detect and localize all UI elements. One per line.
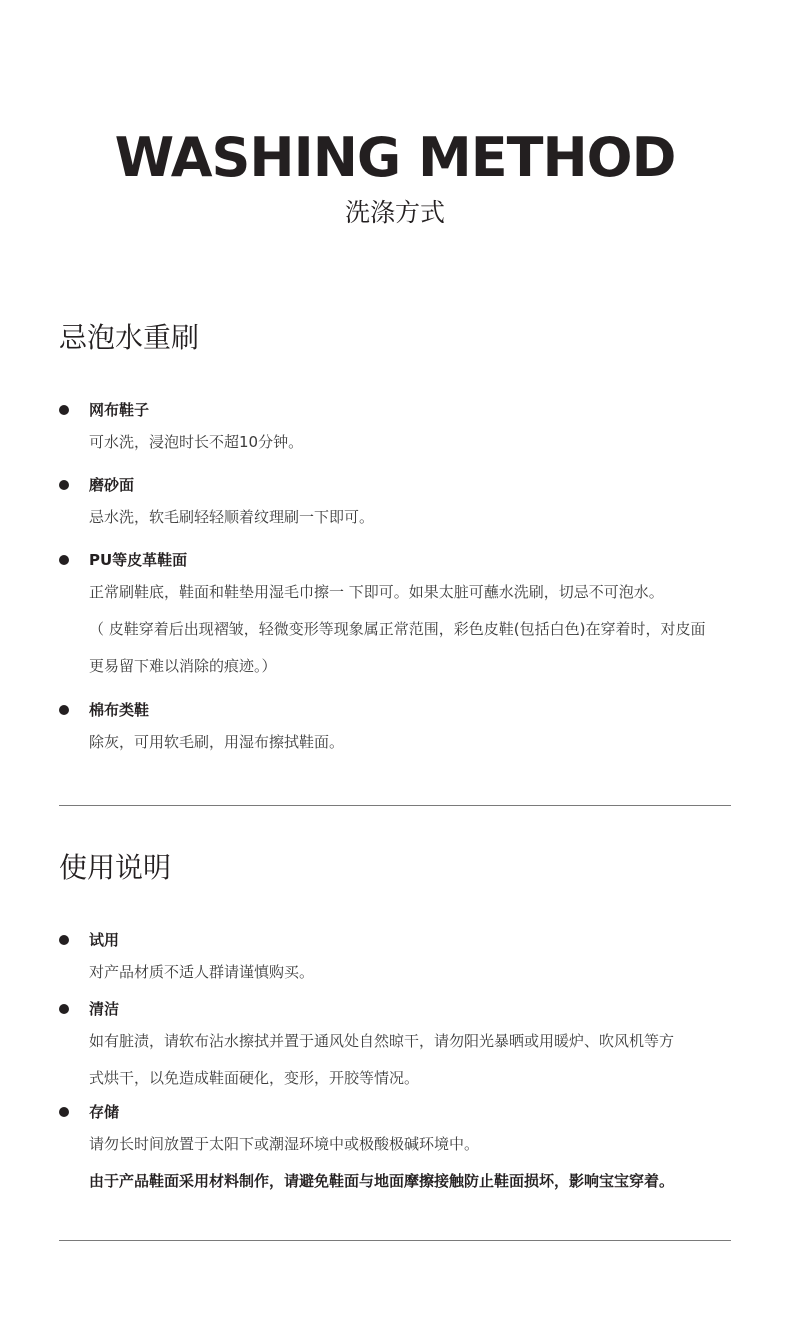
list-item-trial	[59, 928, 759, 991]
item-title: 网布鞋子	[89, 401, 150, 419]
bullet-icon	[59, 705, 69, 715]
item-title: 试用	[89, 931, 120, 949]
list-item-cleaning	[59, 997, 759, 1097]
item-title: 磨砂面	[89, 476, 135, 494]
item-text: 对产品材质不适人群请谨慎购买。	[89, 963, 315, 981]
divider	[59, 805, 731, 806]
list-item-storage	[59, 1100, 759, 1200]
page-subtitle: 洗涤方式	[344, 198, 445, 227]
bullet-icon	[59, 480, 69, 490]
page-title: WASHING METHOD	[114, 126, 676, 189]
item-title: PU等皮革鞋面	[89, 551, 188, 569]
bullet-icon	[59, 1107, 69, 1117]
item-title: 棉布类鞋	[89, 701, 150, 719]
bullet-icon	[59, 405, 69, 415]
divider	[59, 1240, 731, 1241]
item-text: 如有脏渍，请软布沾水擦拭并置于通风处自然晾干，请勿阳光暴晒或用暖炉、吹风机等方	[89, 1032, 675, 1050]
item-title: 存储	[89, 1103, 120, 1121]
item-text: （ 皮鞋穿着后出现褶皱，轻微变形等现象属正常范围，彩色皮鞋(包括白色)在穿着时，对皮面	[89, 620, 706, 638]
bullet-icon	[59, 555, 69, 565]
list-item-cotton-shoes	[59, 698, 759, 761]
list-item-suede	[59, 473, 759, 536]
section-title-instructions: 使用说明	[59, 851, 172, 884]
list-item-pu-leather	[59, 548, 759, 685]
item-text: 更易留下难以消除的痕迹。）	[89, 657, 277, 675]
item-text: 可水洗，浸泡时长不超10分钟。	[89, 433, 304, 451]
bullet-icon	[59, 935, 69, 945]
item-text: 忌水洗，软毛刷轻轻顺着纹理刷一下即可。	[89, 508, 375, 526]
item-text-emphasis: 由于产品鞋面采用材料制作，请避免鞋面与地面摩擦接触防止鞋面损坏，影响宝宝穿着。	[89, 1172, 675, 1190]
item-text: 请勿长时间放置于太阳下或潮湿环境中或极酸极碱环境中。	[89, 1135, 480, 1153]
list-item-mesh-shoes	[59, 398, 759, 461]
item-text: 正常刷鞋底，鞋面和鞋垫用湿毛巾擦一 下即可。如果太脏可蘸水洗刷，切忌不可泡水。	[89, 583, 664, 601]
item-title: 清洁	[89, 1000, 120, 1018]
item-text: 除灰，可用软毛刷，用湿布擦拭鞋面。	[89, 733, 345, 751]
item-text: 式烘干，以免造成鞋面硬化，变形，开胶等情况。	[89, 1069, 420, 1087]
section-title-avoid-soaking: 忌泡水重刷	[59, 321, 200, 354]
bullet-icon	[59, 1004, 69, 1014]
